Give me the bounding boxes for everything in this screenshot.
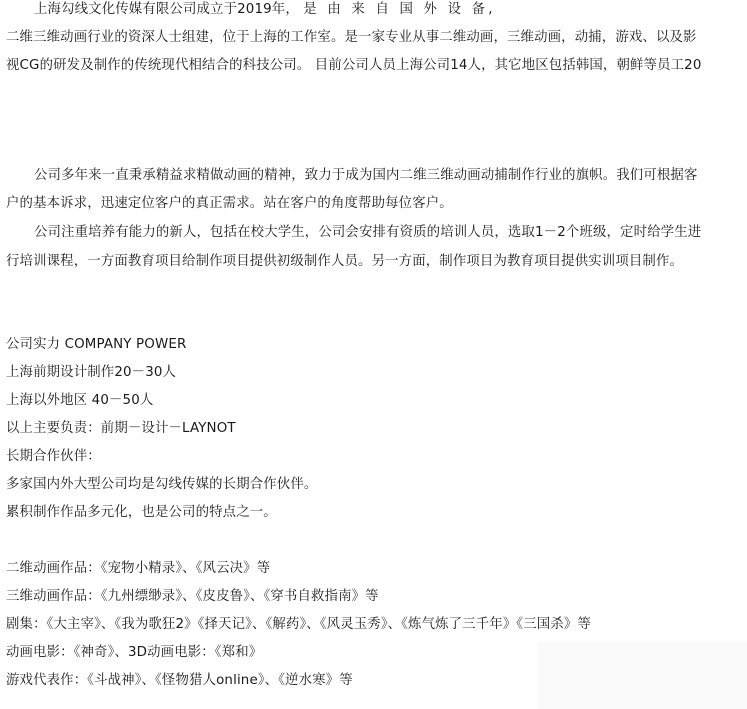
intro-line-1 [34, 2, 496, 18]
intro-line-1a: 上海勾线文化传媒有限公司成立于2019年， [34, 2, 299, 17]
mission-line-4: 行培训课程，一方面教育项目给制作项目提供初级制作人员。另一方面，制作项目为教育项目提供实训项目制作。 [6, 254, 684, 269]
power-item: 上海以外地区 40－50人 [6, 393, 154, 408]
power-item: 以上主要负责：前期－设计－LAYNOT [6, 421, 236, 436]
power-item: 多家国内外大型公司均是勾线传媒的长期合作伙伴。 [6, 477, 318, 492]
power-item: 长期合作伙伴： [6, 449, 101, 464]
power-heading: 公司实力 COMPANY POWER [6, 337, 187, 352]
works-item: 游戏代表作：《斗战神》、《怪物猎人online》、《逆水寒》等 [6, 673, 353, 688]
mission-line-3: 公司注重培养有能力的新人，包括在校大学生，公司会安排有资质的培训人员，选取1－2个班级，定时给学生进 [34, 225, 702, 240]
power-item: 上海前期设计制作20－30人 [6, 365, 177, 380]
works-item: 动画电影：《神奇》、3D动画电影：《郑和》 [6, 645, 263, 660]
corner-shade [538, 642, 747, 709]
works-item: 三维动画作品：《九州缥缈录》、《皮皮鲁》、《穿书自救指南》等 [6, 589, 379, 604]
mission-line-2: 户的基本诉求，迅速定位客户的真正需求。站在客户的角度帮助每位客户。 [6, 196, 453, 211]
intro-line-3: 视CG的研发及制作的传统现代相结合的科技公司。 目前公司人员上海公司14人，其它地区包括韩国，朝鲜等员工20 [6, 58, 702, 73]
works-item: 剧集：《大主宰》、《我为歌狂2》《择天记》、《解药》、《风灵玉秀》、《炼气炼了三千年》《三国杀》等 [6, 617, 591, 632]
intro-line-1b: 是 由 来 自 国 外 设 备, [303, 2, 496, 17]
intro-line-2: 二维三维动画行业的资深人士组建，位于上海的工作室。是一家专业从事二维动画，三维动画，动捕，游戏、以及影 [6, 30, 697, 45]
works-item: 二维动画作品：《宠物小精录》、《风云决》等 [6, 561, 271, 576]
power-item: 累积制作作品多元化，也是公司的特点之一。 [6, 505, 277, 520]
mission-line-1: 公司多年来一直秉承精益求精做动画的精神，致力于成为国内二维三维动画动捕制作行业的旗帜。我们可根据客 [34, 168, 698, 183]
